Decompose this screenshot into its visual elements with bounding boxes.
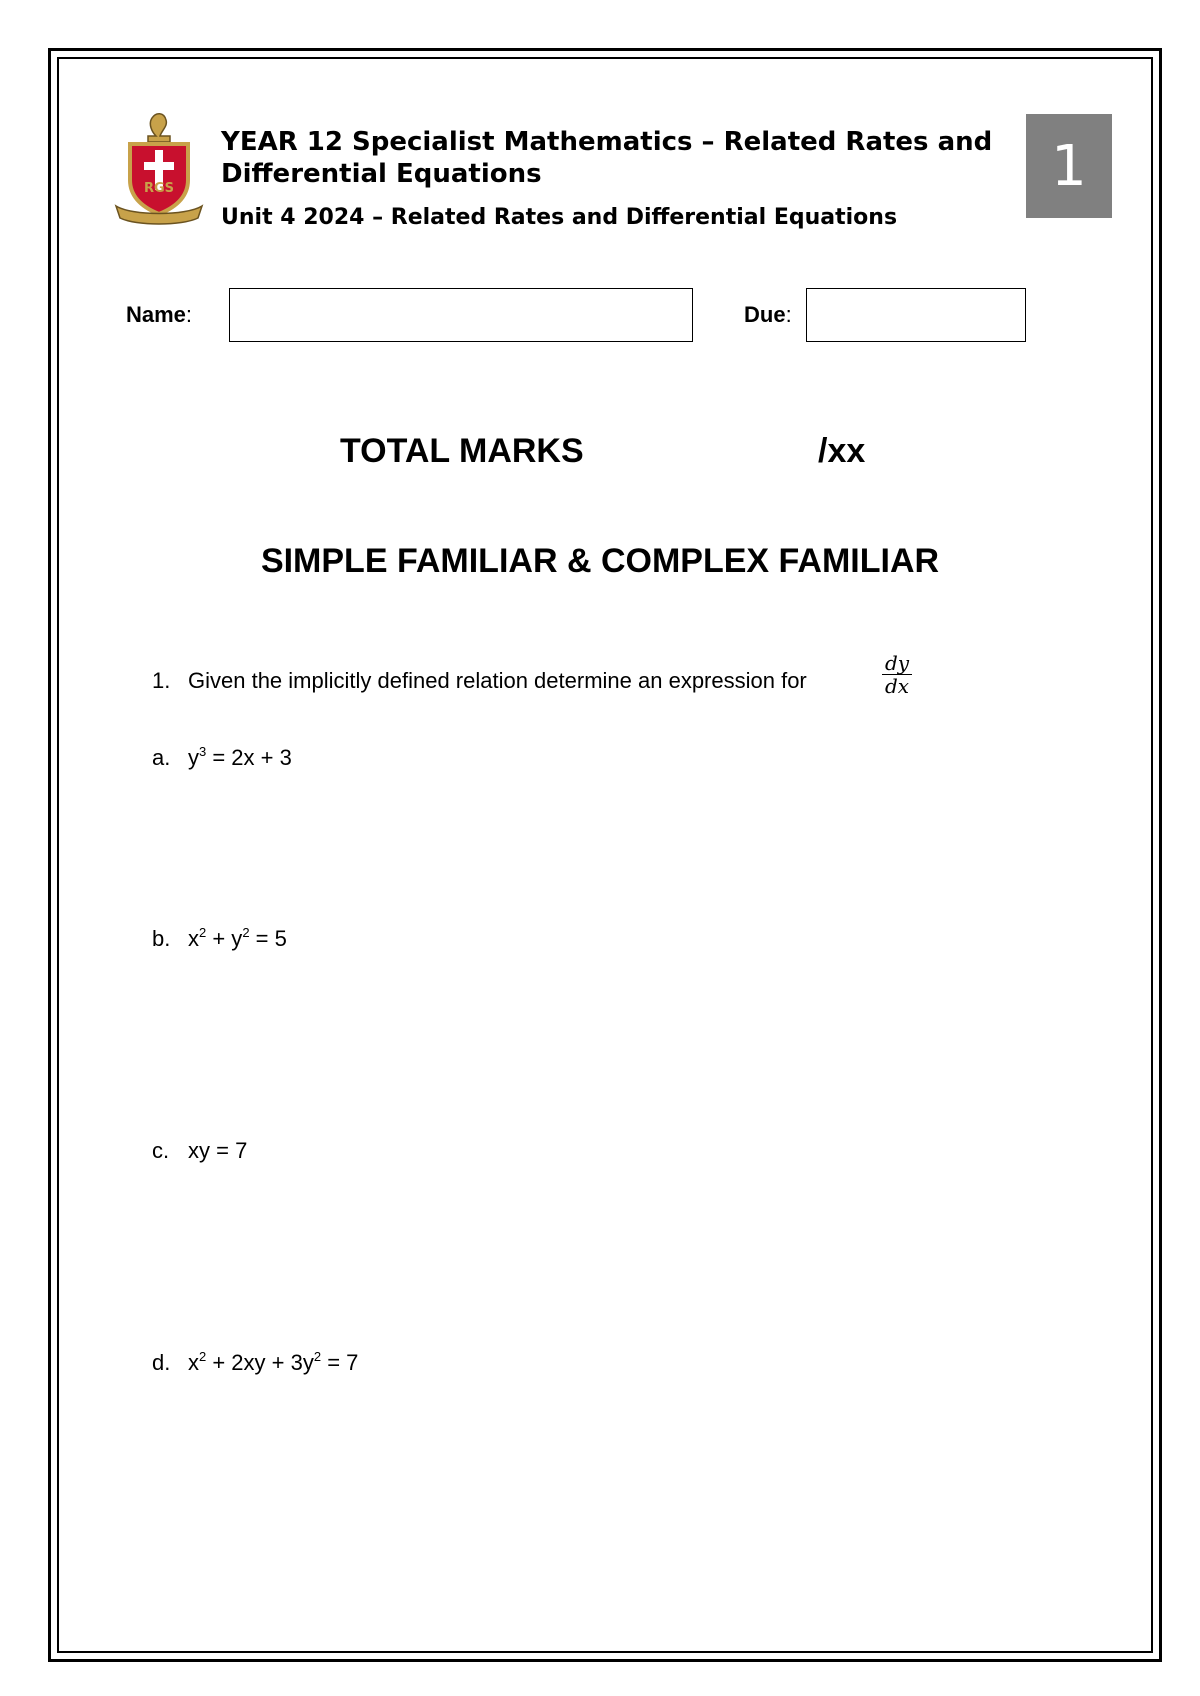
due-label: Due: [744, 302, 792, 327]
part-a-equation: $y^3 = 2x + 3$ [188, 744, 292, 770]
part-d-label: d. [152, 1350, 171, 1375]
document-subtitle: Unit 4 2024 – Related Rates and Differential Equations [221, 205, 898, 230]
part-b-label: b. [152, 926, 171, 951]
page-number-badge: 1 [1026, 114, 1112, 218]
total-marks-label: TOTAL MARKS [340, 432, 584, 470]
part-c-label: c. [152, 1138, 170, 1163]
due-field[interactable] [806, 288, 1026, 342]
document-title: YEAR 12 Specialist Mathematics – Related Rates and Differential Equations [221, 127, 993, 189]
name-label: Name: [126, 302, 193, 327]
part-c-equation: xy = 7 [188, 1138, 248, 1163]
part-a-label: a. [152, 745, 171, 770]
svg-text:RGS: RGS [143, 181, 175, 196]
school-crest-logo [112, 110, 207, 228]
question-text: Given the implicitly defined relation determine an expression for [188, 668, 807, 693]
name-field[interactable] [229, 288, 693, 342]
section-title: SIMPLE FAMILIAR & COMPLEX FAMILIAR [260, 542, 940, 580]
part-b-equation: $x^2 + y^2 = 5$ [188, 925, 287, 951]
fraction-numerator: dy [884, 651, 910, 675]
fraction-denominator: dx [884, 674, 910, 698]
dy-dx-fraction [882, 652, 912, 697]
part-d-equation: $x^2 + 2xy + 3y^2 = 7$ [188, 1349, 359, 1375]
question-number: 1. [152, 668, 171, 693]
total-marks-value: /xx [818, 432, 866, 470]
